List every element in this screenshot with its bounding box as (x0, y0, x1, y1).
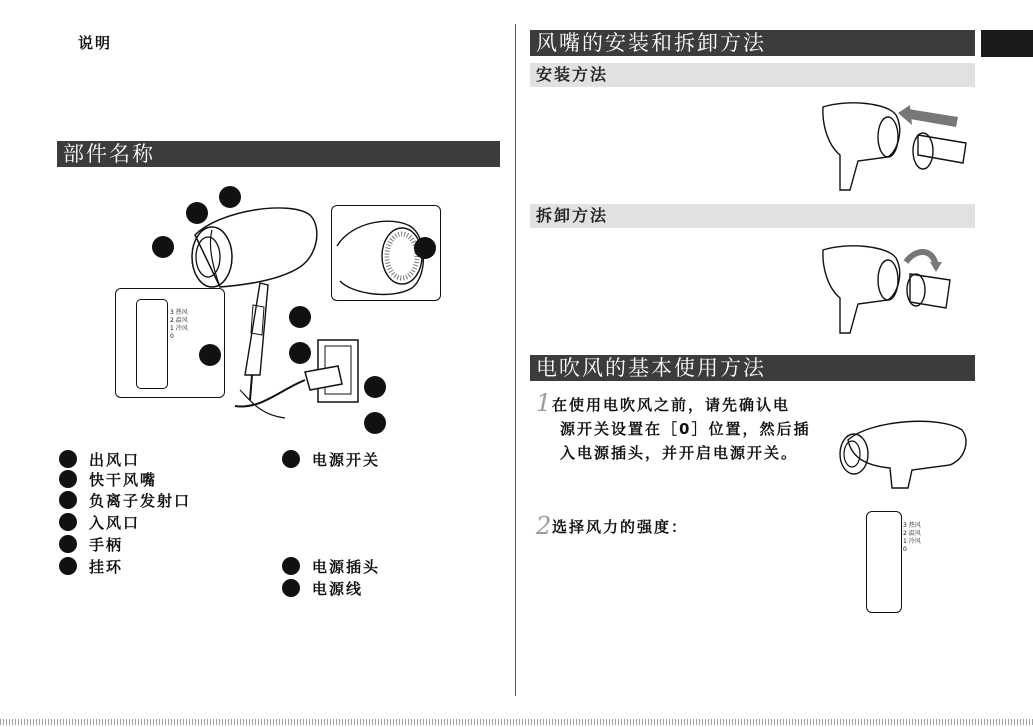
bullet-icon (59, 470, 77, 488)
step1-dryer-illustration (830, 410, 970, 490)
bullet-icon (282, 579, 300, 597)
callout-5 (289, 306, 311, 328)
part-item-5: 手柄 (59, 534, 123, 554)
step1-number: 1 (536, 389, 552, 417)
part-item-4: 入风口 (59, 512, 140, 532)
step2-switch-body (866, 511, 902, 613)
install-heading: 安装方法 (530, 63, 975, 87)
bullet-icon (59, 450, 77, 468)
part-item-6: 挂环 (59, 556, 123, 576)
page-divider (515, 24, 516, 696)
install-illustration (818, 95, 976, 195)
bullet-icon (282, 450, 300, 468)
callout-3 (219, 186, 241, 208)
note-title: 说明 (78, 34, 113, 52)
callout-9 (364, 412, 386, 434)
callout-4 (414, 237, 436, 259)
step2-number: 2 (536, 512, 552, 540)
step2-text: 选择风力的强度： (552, 518, 689, 536)
bullet-icon (59, 557, 77, 575)
callout-7 (199, 344, 221, 366)
part-item-2: 快干风嘴 (59, 469, 157, 489)
bullet-icon (59, 491, 77, 509)
part-item-7: 电源开关 (282, 449, 380, 469)
part-item-3: 负离子发射口 (59, 490, 191, 510)
remove-illustration (818, 238, 976, 338)
callout-2 (186, 202, 208, 224)
bullet-icon (282, 557, 300, 575)
part-item-1: 出风口 (59, 449, 140, 469)
part-item-8: 电源插头 (282, 556, 380, 576)
callout-8 (364, 376, 386, 398)
usage-heading: 电吹风的基本使用方法 (530, 355, 975, 381)
switch-inset (115, 288, 225, 398)
nozzle-heading: 风嘴的安装和拆卸方法 (530, 30, 975, 56)
switch-labels: 3 热风 2 温风 1 冷风 0 (170, 309, 188, 340)
step2-switch-labels: 3 热风 2 温风 1 冷风 0 (903, 522, 921, 553)
bullet-icon (59, 513, 77, 531)
parts-heading: 部件名称 (57, 141, 500, 167)
callout-1 (152, 236, 174, 258)
remove-heading: 拆卸方法 (530, 204, 975, 228)
bullet-icon (59, 535, 77, 553)
switch-body (136, 299, 168, 389)
part-item-9: 电源线 (282, 578, 363, 598)
page-tab (981, 30, 1033, 57)
bottom-rule (0, 719, 1033, 725)
step1-text: 在使用电吹风之前，请先确认电 源开关设置在［0］位置，然后插 入电源插头，并开启电源开关。 (552, 396, 811, 462)
